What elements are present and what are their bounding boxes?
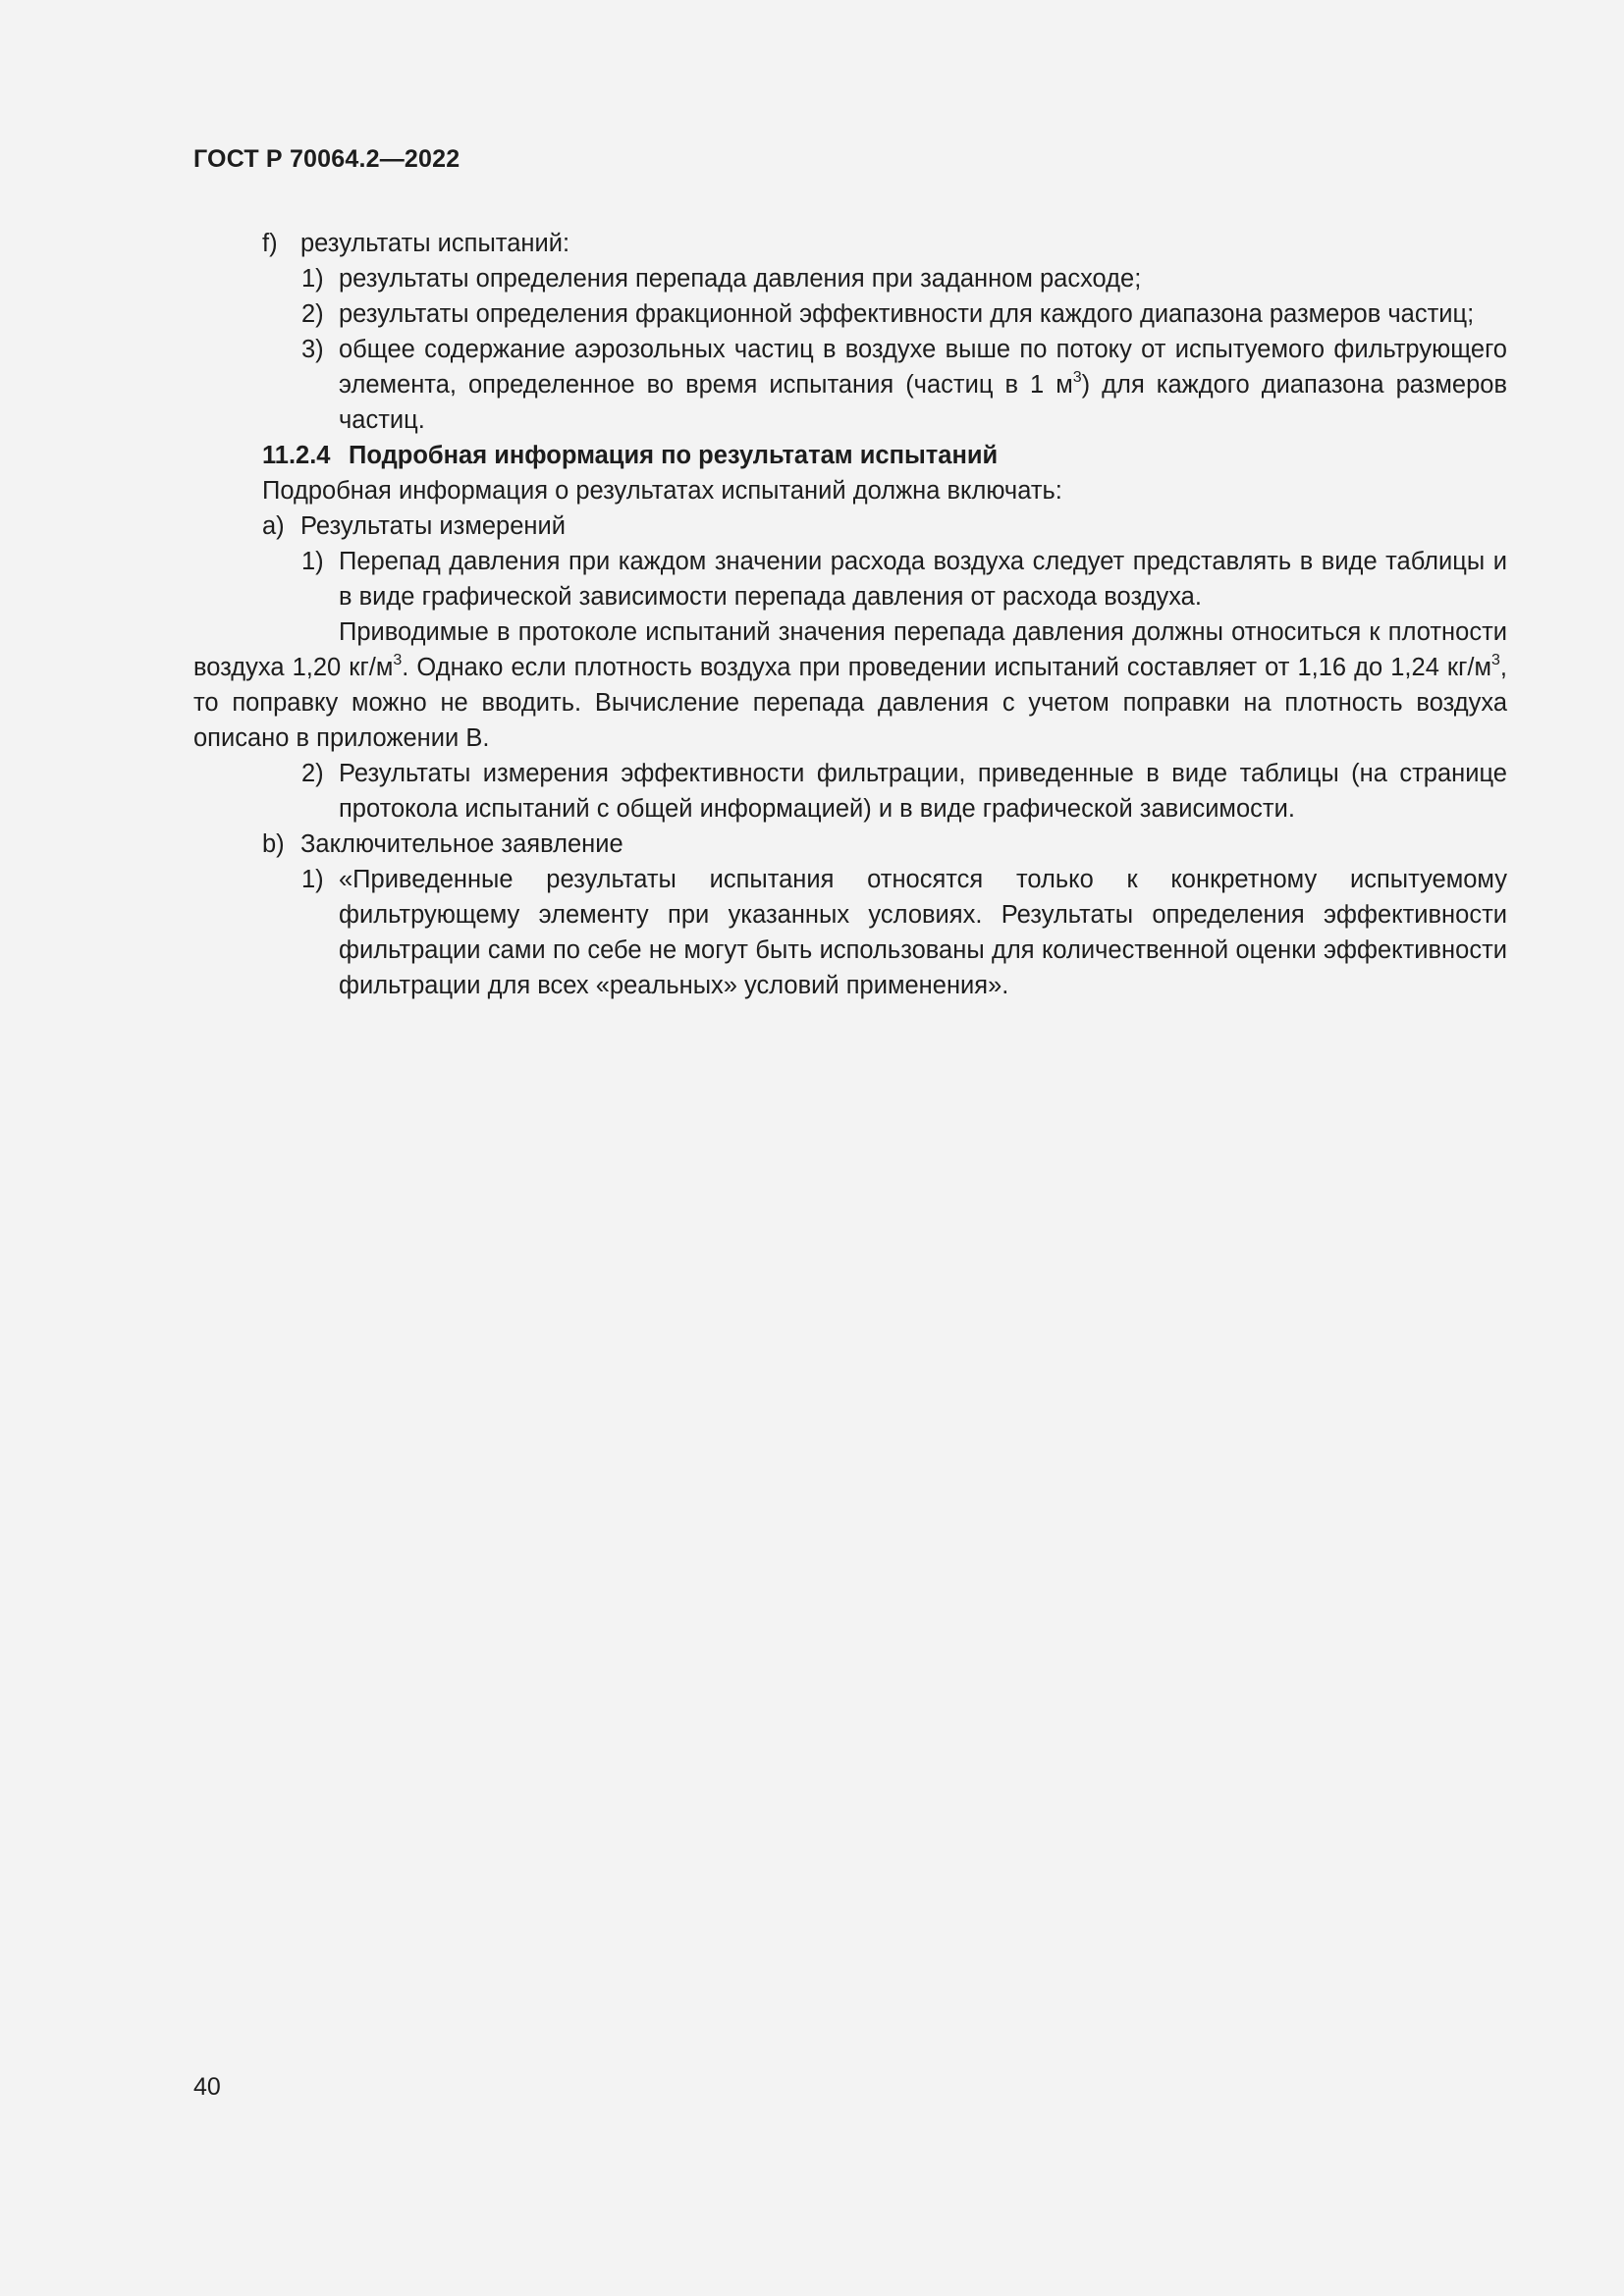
list-item-a-1 bbox=[193, 544, 1507, 614]
list-item-text: результаты определения перепада давления при заданном расходе; bbox=[339, 265, 1142, 293]
list-item-text: Заключительное заявление bbox=[300, 830, 623, 858]
document-body bbox=[193, 226, 1507, 1003]
list-marker: 1) bbox=[301, 548, 324, 575]
list-item-f-3 bbox=[193, 332, 1507, 438]
list-item-text bbox=[339, 332, 1507, 438]
document-header: ГОСТ Р 70064.2—2022 bbox=[193, 145, 460, 173]
list-item-b-1 bbox=[193, 862, 1507, 1003]
list-item-f bbox=[193, 226, 1507, 261]
body-paragraph bbox=[193, 614, 1507, 756]
text-part: Приводимые в протоколе испытаний значения перепада давления должны относиться к плотности воздуха 1,20 кг/м bbox=[193, 618, 1507, 681]
list-item-f-2 bbox=[193, 296, 1507, 332]
list-marker: 2) bbox=[301, 760, 324, 787]
section-number: 11.2.4 bbox=[262, 442, 331, 469]
list-item-text: Результаты измерения эффективности фильтрации, приведенные в виде таблицы (на странице протокола испытаний с общей информацией) и в виде графической зависимости. bbox=[339, 760, 1507, 823]
text-part: , то поправку можно не вводить. Вычисление перепада давления с учетом поправки на плотность воздуха описано в приложении В. bbox=[193, 654, 1508, 752]
superscript: 3 bbox=[1072, 368, 1082, 386]
text-part: ) для каждого диапазона размеров частиц. bbox=[339, 371, 1508, 434]
list-item-text: Перепад давления при каждом значении расхода воздуха следует представлять в виде таблицы и в виде графической зависимости перепада давления от расхода воздуха. bbox=[339, 548, 1507, 611]
text-part: . Однако если плотность воздуха при проведении испытаний составляет от 1,16 до 1,24 кг/м bbox=[402, 654, 1492, 681]
list-marker: b) bbox=[262, 830, 285, 858]
section-title: Подробная информация по результатам испытаний bbox=[349, 442, 999, 469]
list-item-text: результаты определения фракционной эффективности для каждого диапазона размеров частиц; bbox=[339, 300, 1475, 328]
list-marker: 2) bbox=[301, 300, 324, 328]
intro-paragraph: Подробная информация о результатах испытаний должна включать: bbox=[262, 477, 1062, 505]
superscript: 3 bbox=[1491, 651, 1500, 668]
page-number: 40 bbox=[193, 2073, 221, 2101]
list-marker: 1) bbox=[301, 265, 324, 293]
superscript: 3 bbox=[393, 651, 403, 668]
list-item-text: Результаты измерений bbox=[300, 512, 566, 540]
list-item-text: «Приведенные результаты испытания относятся только к конкретному испытуемому фильтрующему элементу при указанных условиях. Результаты определения эффективности фильтрации сами по себе не могут быть использованы для количественной оценки эффективности фильтрации для всех «реальных» условий применения». bbox=[339, 866, 1507, 999]
list-item-f-1 bbox=[193, 261, 1507, 296]
list-item-b bbox=[193, 827, 1507, 862]
list-item-a bbox=[193, 508, 1507, 544]
list-marker: a) bbox=[262, 512, 285, 540]
list-item-text: результаты испытаний: bbox=[300, 230, 570, 257]
list-marker: f) bbox=[262, 230, 278, 257]
list-marker: 3) bbox=[301, 336, 324, 363]
section-heading bbox=[193, 438, 1507, 473]
list-marker: 1) bbox=[301, 866, 324, 893]
list-item-a-2 bbox=[193, 756, 1507, 827]
text-part: общее содержание аэрозольных частиц в воздухе выше по потоку от испытуемого фильтрующего элемента, определенное во время испытания (частиц в 1 м bbox=[339, 336, 1507, 399]
